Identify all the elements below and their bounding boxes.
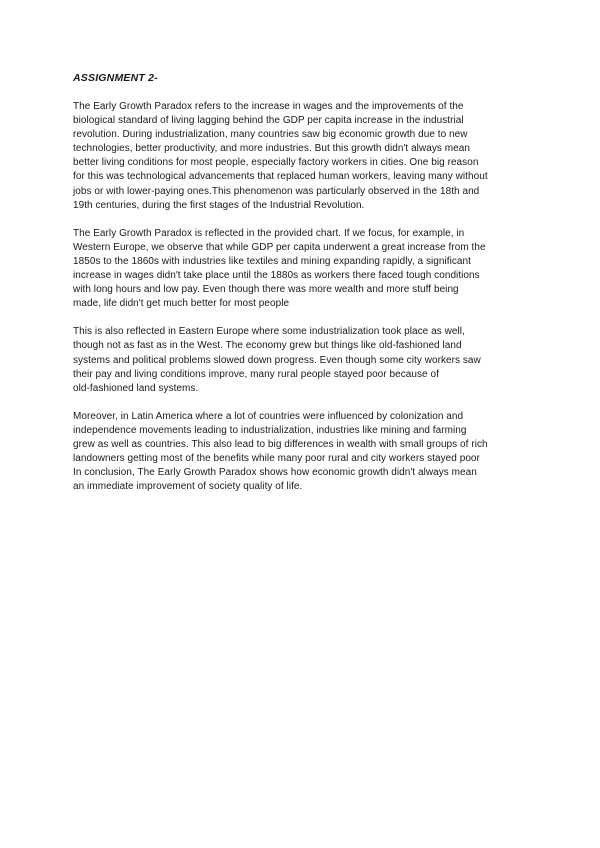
paragraph-line: their pay and living conditions improve, many rural people stayed poor because of <box>73 368 439 380</box>
paragraph-line: The Early Growth Paradox is reflected in the provided chart. If we focus, for example, in <box>73 227 465 239</box>
paragraph-line: an immediate improvement of society quality of life. <box>73 481 303 493</box>
paragraph-line: Moreover, in Latin America where a lot of countries were influenced by colonization and <box>73 410 464 422</box>
paragraph-intro <box>73 100 533 213</box>
paragraph-line: technologies, better productivity, and more industries. But this growth didn't always mean <box>73 143 470 155</box>
paragraph-line: for this was technological advancements that replaced human workers, leaving many without <box>73 171 488 183</box>
paragraph-line: grew as well as countries. This also lead to big differences in wealth with small groups of rich <box>73 438 488 450</box>
paragraph-line: better living conditions for most people, especially factory workers in cities. One big reason <box>73 157 479 169</box>
document-body <box>73 100 533 508</box>
paragraph-line: independence movements leading to industrialization, industries like mining and farming <box>73 424 467 436</box>
assignment-heading: ASSIGNMENT 2- <box>73 72 158 84</box>
paragraph-line: though not as fast as in the West. The economy grew but things like old-fashioned land <box>73 340 462 352</box>
paragraph-line: landowners getting most of the benefits while many poor rural and city workers stayed poor <box>73 453 480 465</box>
paragraph-line: This is also reflected in Eastern Europe where some industrialization took place as well, <box>73 326 465 338</box>
paragraph-western-europe <box>73 227 533 312</box>
paragraph-line: The Early Growth Paradox refers to the increase in wages and the improvements of the <box>73 101 464 112</box>
paragraph-line: 1850s to the 1860s with industries like textiles and mining expanding rapidly, a significant <box>73 255 471 267</box>
paragraph-latin-america <box>73 410 533 495</box>
paragraph-line: 19th centuries, during the first stages of the Industrial Revolution. <box>73 199 365 211</box>
paragraph-line: biological standard of living lagging behind the GDP per capita increase in the industrial <box>73 115 464 127</box>
paragraph-line: jobs or with lower-paying ones.This phenomenon was particularly observed in the 18th and <box>73 185 480 197</box>
paragraph-line: with long hours and low pay. Even though there was more wealth and more stuff being <box>73 284 459 296</box>
paragraph-line: Western Europe, we observe that while GDP per capita underwent a great increase from the <box>73 241 486 253</box>
paragraph-eastern-europe <box>73 325 533 395</box>
paragraph-line: systems and political problems slowed down progress. Even though some city workers saw <box>73 354 481 366</box>
paragraph-line: increase in wages didn't take place until the 1880s as workers there faced tough conditions <box>73 270 480 282</box>
paragraph-line: revolution. During industrialization, many countries saw big economic growth due to new <box>73 129 468 141</box>
paragraph-line: In conclusion, The Early Growth Paradox shows how economic growth didn't always mean <box>73 467 477 479</box>
paragraph-line: made, life didn't get much better for most people <box>73 298 290 310</box>
paragraph-line: old-fashioned land systems. <box>73 382 199 394</box>
